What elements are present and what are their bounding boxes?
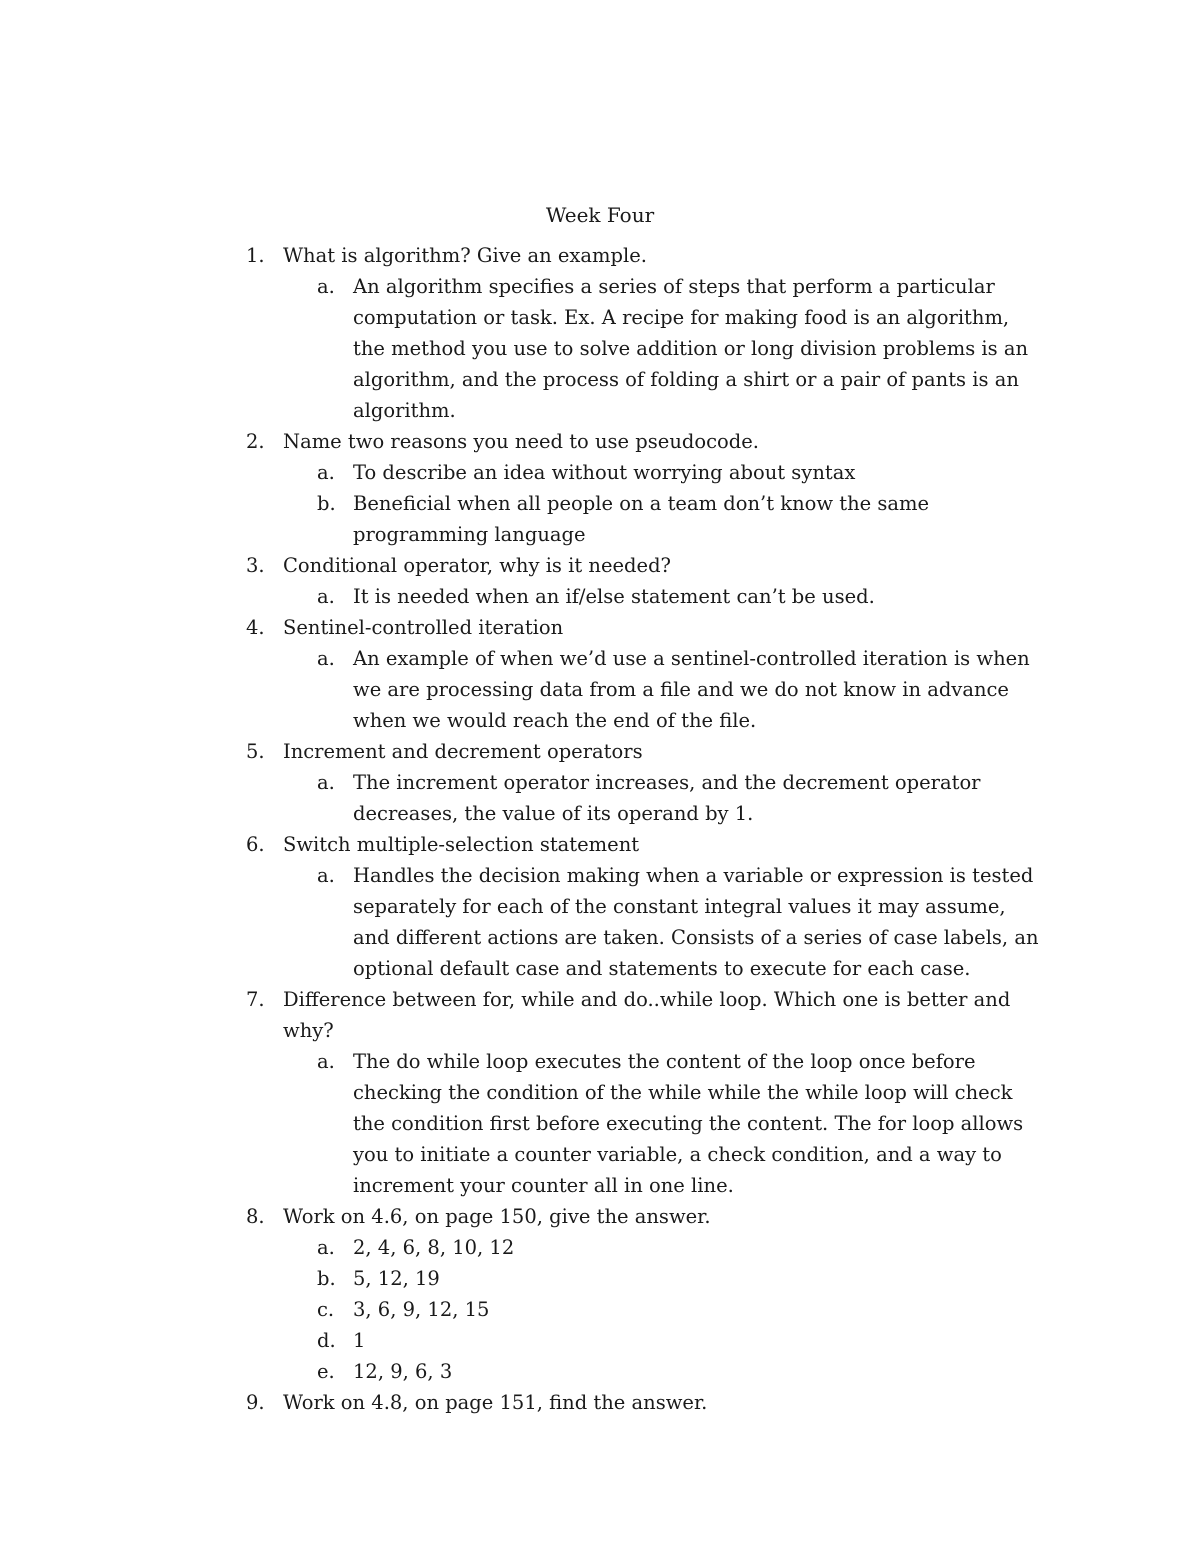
answer-text: 5, 12, 19 — [353, 1267, 440, 1290]
question-number: 1. — [246, 244, 265, 267]
answer-text: Handles the decision making when a variable or expression is tested separately for each of the constant integral values it may assume, and different actions are taken. Consists of a series of case labels, an optional default case and statements to execute for each case. — [353, 864, 1039, 980]
answer-text: The do while loop executes the content of the loop once before checking the condition of the while while the while loop will check the condition first before executing the content. The for loop allows you to initiate a counter variable, a check condition, and a way to increment your counter all in one line. — [353, 1050, 1024, 1197]
answer-letter: e. — [317, 1360, 335, 1383]
answer-item — [0, 643, 1043, 736]
answer-item — [0, 860, 1043, 984]
answer-text: An algorithm specifies a series of steps that perform a particular computation or task. Ex. A recipe for making food is an algorithm, the method you use to solve addition or long division problems is an algorithm, and the process of folding a shirt or a pair of pants is an algorithm. — [353, 275, 1029, 422]
answer-text: It is needed when an if/else statement can’t be used. — [353, 585, 875, 608]
question-number: 7. — [246, 988, 265, 1011]
question-number: 4. — [246, 616, 265, 639]
question-number: 9. — [246, 1391, 265, 1414]
answer-letter: a. — [317, 771, 335, 794]
question-item — [0, 736, 1043, 767]
answer-text: An example of when we’d use a sentinel-controlled iteration is when we are processing data from a file and we do not know in advance when we would reach the end of the file. — [353, 647, 1030, 732]
question-item — [0, 1387, 1043, 1418]
question-item — [0, 550, 1043, 581]
answer-item — [0, 1294, 1043, 1325]
page-title: Week Four — [545, 203, 655, 227]
answer-item — [0, 1232, 1043, 1263]
answer-item — [0, 1263, 1043, 1294]
answer-text: 2, 4, 6, 8, 10, 12 — [353, 1236, 515, 1259]
question-item — [0, 240, 1043, 271]
answer-item — [0, 488, 1043, 550]
answer-item — [0, 457, 1043, 488]
answer-letter: a. — [317, 1236, 335, 1259]
question-number: 5. — [246, 740, 265, 763]
question-number: 8. — [246, 1205, 265, 1228]
question-text: Work on 4.8, on page 151, find the answer. — [283, 1391, 708, 1414]
answer-letter: a. — [317, 1050, 335, 1073]
answer-letter: a. — [317, 275, 335, 298]
answer-letter: a. — [317, 461, 335, 484]
question-text: Name two reasons you need to use pseudocode. — [283, 430, 759, 453]
question-item — [0, 426, 1043, 457]
question-text: Increment and decrement operators — [283, 740, 643, 763]
question-text: What is algorithm? Give an example. — [283, 244, 647, 267]
question-text: Difference between for, while and do..while loop. Which one is better and why? — [283, 988, 1011, 1042]
answer-item — [0, 767, 1043, 829]
question-item — [0, 1201, 1043, 1232]
answer-text: Beneficial when all people on a team don’t know the same programming language — [353, 492, 930, 546]
question-item — [0, 612, 1043, 643]
answer-item — [0, 581, 1043, 612]
question-item — [0, 829, 1043, 860]
answer-text: To describe an idea without worrying about syntax — [353, 461, 856, 484]
answer-item — [0, 271, 1043, 426]
answer-text: 12, 9, 6, 3 — [353, 1360, 453, 1383]
answer-letter: b. — [317, 1267, 336, 1290]
answer-letter: c. — [317, 1298, 335, 1321]
question-item — [0, 984, 1043, 1046]
answer-item — [0, 1046, 1043, 1201]
answer-text: The increment operator increases, and the decrement operator decreases, the value of its operand by 1. — [353, 771, 981, 825]
answer-item — [0, 1325, 1043, 1356]
question-text: Conditional operator, why is it needed? — [283, 554, 672, 577]
question-text: Sentinel-controlled iteration — [283, 616, 564, 639]
answer-item — [0, 1356, 1043, 1387]
question-list — [0, 240, 1200, 1418]
answer-letter: a. — [317, 647, 335, 670]
answer-text: 1 — [353, 1329, 366, 1352]
answer-letter: d. — [317, 1329, 336, 1352]
question-text: Work on 4.6, on page 150, give the answer. — [283, 1205, 711, 1228]
question-text: Switch multiple-selection statement — [283, 833, 640, 856]
question-number: 6. — [246, 833, 265, 856]
answer-text: 3, 6, 9, 12, 15 — [353, 1298, 490, 1321]
question-number: 2. — [246, 430, 265, 453]
answer-letter: a. — [317, 585, 335, 608]
answer-letter: b. — [317, 492, 336, 515]
question-number: 3. — [246, 554, 265, 577]
answer-letter: a. — [317, 864, 335, 887]
